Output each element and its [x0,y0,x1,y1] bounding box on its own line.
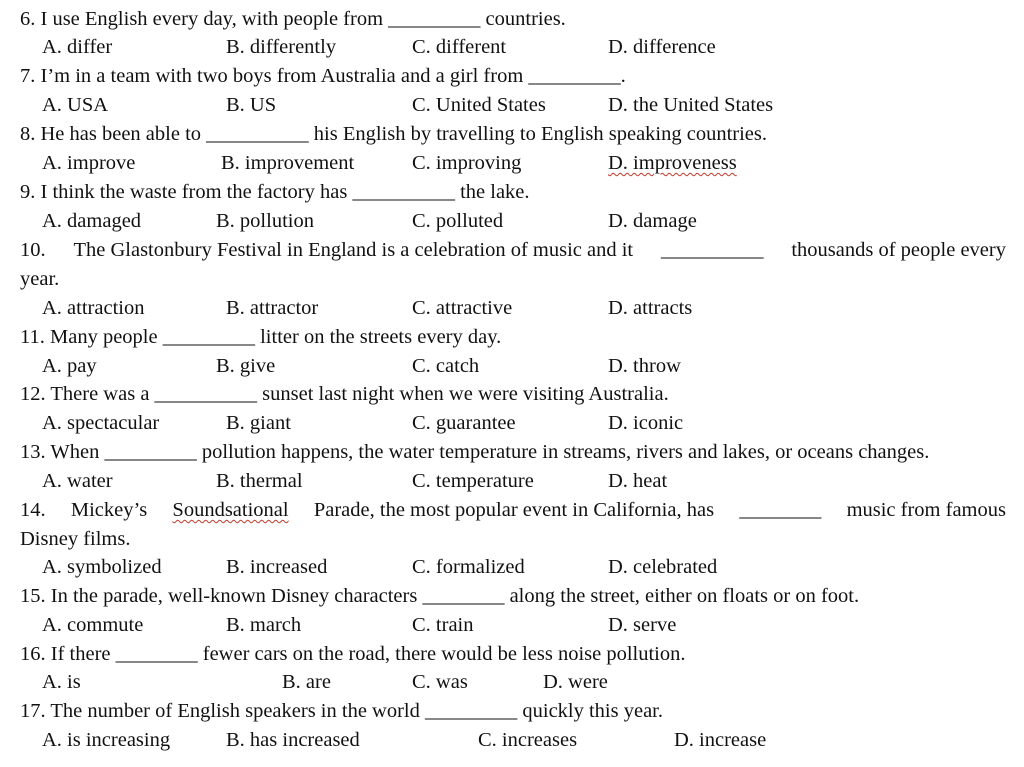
option-b: B. differently [226,36,337,58]
question-text: along the street, either on floats or on foot. [509,585,860,607]
option-b: B. march [226,614,302,636]
option-d: D. celebrated [608,556,718,578]
option-b: B. pollution [216,210,314,232]
option-c: C. catch [412,355,480,377]
question-number: 7. [20,65,36,87]
question-text: countries. [485,8,566,30]
answer-blank: __________ [154,383,258,405]
question-text: thousands of people every [791,239,1006,261]
option-c: C. different [412,36,507,58]
option-c: C. was [412,671,468,693]
options-14 [0,555,1000,579]
question-text: fewer cars on the road, there would be less noise pollution. [202,643,686,665]
question-number: 12. [20,383,46,405]
answer-blank: __________ [352,181,455,203]
answer-blank: _________ [162,326,255,348]
options-9 [0,209,1000,233]
options-11 [0,354,1000,378]
option-b: B. giant [226,412,291,434]
options-6 [0,35,1000,59]
option-d: D. damage [608,210,697,232]
question-8 [20,122,1008,146]
option-d: D. iconic [608,412,684,434]
option-d: D. improveness [608,152,737,174]
options-15 [0,613,1000,637]
option-a: A. damaged [42,210,142,232]
answer-blank: _________ [104,441,197,463]
question-text: The Glastonbury Festival in England is a celebration of music and it [73,239,634,261]
question-text-flagged: Soundsational [172,499,289,521]
option-b: B. increased [226,556,328,578]
option-d: D. the United States [608,94,774,116]
question-text: his English by travelling to English speaking countries. [313,123,768,145]
question-number: 11. [20,326,45,348]
question-text: quickly this year. [522,700,664,722]
answer-blank: __________ [660,239,764,261]
answer-blank: _________ [425,700,518,722]
option-a: A. pay [42,355,97,377]
option-a: A. commute [42,614,144,636]
options-12 [0,411,1000,435]
question-number: 16. [20,643,46,665]
answer-blank: ________ [739,499,822,521]
option-a: A. improve [42,152,136,174]
options-13 [0,469,1000,493]
option-a: A. spectacular [42,412,160,434]
question-14-continuation: Disney films. [20,528,131,550]
question-text: . [620,65,626,87]
question-9 [20,180,1008,204]
options-7 [0,93,1000,117]
question-text: There was a [50,383,150,405]
option-d: D. heat [608,470,668,492]
option-a: A. symbolized [42,556,162,578]
question-text: music from famous [846,499,1006,521]
answer-blank: ________ [115,643,198,665]
option-c: C. improving [412,152,522,174]
option-d: D. difference [608,36,716,58]
answer-blank: __________ [206,123,309,145]
question-number: 6. [20,8,36,30]
question-text: pollution happens, the water temperature in streams, rivers and lakes, or oceans changes. [201,441,930,463]
answer-blank: _________ [388,8,481,30]
options-17 [0,728,1000,752]
question-text: If there [50,643,111,665]
option-c: C. formalized [412,556,525,578]
option-a: A. differ [42,36,113,58]
question-text: The number of English speakers in the world [50,700,420,722]
question-6 [20,7,1008,31]
option-d: D. serve [608,614,677,636]
question-number: 8. [20,123,36,145]
question-10-continuation: year. [20,268,60,290]
option-c: C. polluted [412,210,504,232]
option-a: A. USA [42,94,109,116]
option-d: D. attracts [608,297,693,319]
option-d: D. increase [674,729,767,751]
question-text: I use English every day, with people from [40,8,384,30]
option-c: C. guarantee [412,412,516,434]
question-12 [20,382,1008,406]
question-text: Many people [50,326,158,348]
option-a: A. water [42,470,113,492]
question-text: Mickey’s [70,499,148,521]
option-a: A. is increasing [42,729,171,751]
question-number: 17. [20,700,46,722]
question-11 [20,325,1008,349]
option-d: D. were [543,671,608,693]
question-text: When [50,441,100,463]
option-a: A. is [42,671,81,693]
question-10 [20,238,1006,262]
option-b: B. are [282,671,331,693]
question-13 [20,440,1008,464]
question-number: 14. [20,499,46,521]
question-text: He has been able to [40,123,202,145]
question-text: I’m in a team with two boys from Australia and a girl from [40,65,524,87]
answer-blank: ________ [422,585,505,607]
option-d: D. throw [608,355,681,377]
option-b: B. attractor [226,297,319,319]
question-text: the lake. [460,181,530,203]
options-8 [0,151,1000,175]
question-number: 13. [20,441,46,463]
question-number: 9. [20,181,36,203]
question-text: I think the waste from the factory has [40,181,348,203]
option-c: C. United States [412,94,546,116]
question-14 [20,498,1006,522]
question-16 [20,642,1008,666]
option-b: B. thermal [216,470,303,492]
question-15 [20,584,1008,608]
option-c: C. temperature [412,470,534,492]
option-b: B. has increased [226,729,360,751]
option-a: A. attraction [42,297,145,319]
question-7 [20,64,1008,88]
option-c: C. attractive [412,297,513,319]
options-16 [0,670,1000,694]
question-text: sunset last night when we were visiting Australia. [262,383,669,405]
option-b: B. give [216,355,276,377]
question-text: litter on the streets every day. [260,326,502,348]
question-text: Parade, the most popular event in California, has [313,499,715,521]
question-text: In the parade, well-known Disney characters [50,585,418,607]
option-c: C. increases [478,729,578,751]
answer-blank: _________ [528,65,621,87]
question-number: 15. [20,585,46,607]
option-b: B. US [226,94,277,116]
option-b: B. improvement [221,152,355,174]
question-17 [20,699,1008,723]
question-number: 10. [20,239,46,261]
option-c: C. train [412,614,474,636]
options-10 [0,296,1000,320]
